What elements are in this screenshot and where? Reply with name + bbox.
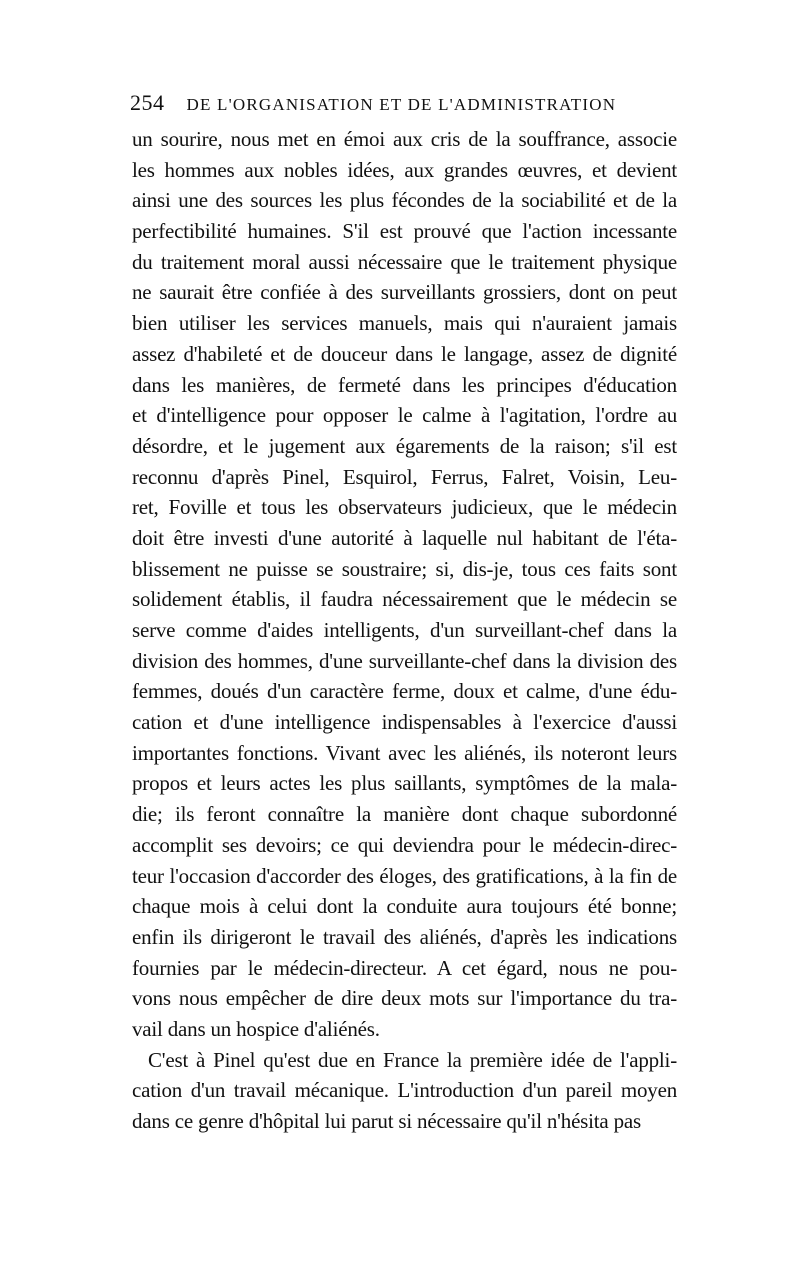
text-line: reconnu d'après Pinel, Esquirol, Ferrus, Falret, Voisin, Leu- [132, 464, 677, 489]
text-line: assez d'habileté et de douceur dans le langage, assez de dignité [132, 341, 677, 366]
text-line: division des hommes, d'une surveillante-chef dans la division des [132, 648, 677, 673]
text-line: cation d'un travail mécanique. L'introduction d'un pareil moyen [132, 1078, 677, 1103]
paragraph [132, 124, 677, 1045]
text-line: vail dans un hospice d'aliénés. [132, 1016, 380, 1041]
text-line: et d'intelligence pour opposer le calme à l'agitation, l'ordre au [132, 403, 677, 428]
text-line: blissement ne puisse se soustraire; si, dis-je, tous ces faits sont [132, 556, 677, 581]
text-line: chaque mois à celui dont la conduite aura toujours été bonne; [132, 894, 677, 919]
text-line: ainsi une des sources les plus fécondes de la sociabilité et de la [132, 188, 677, 213]
text-line: du traitement moral aussi nécessaire que le traitement physique [132, 249, 677, 274]
text-line: doit être investi d'une autorité à laquelle nul habitant de l'éta- [132, 525, 677, 550]
text-line: teur l'occasion d'accorder des éloges, des gratifications, à la fin de [132, 863, 677, 888]
running-head [130, 90, 675, 120]
running-title: DE L'ORGANISATION ET DE L'ADMINISTRATION [186, 95, 617, 114]
text-line: les hommes aux nobles idées, aux grandes œuvres, et devient [132, 157, 677, 182]
text-line: désordre, et le jugement aux égarements de la raison; s'il est [132, 433, 677, 458]
text-line: enfin ils dirigeront le travail des aliénés, d'après les indications [132, 924, 677, 949]
text-line: accomplit ses devoirs; ce qui deviendra pour le médecin-direc- [132, 832, 677, 857]
text-line: solidement établis, il faudra nécessairement que le médecin se [132, 587, 677, 612]
text-line: cation et d'une intelligence indispensables à l'exercice d'aussi [132, 710, 677, 735]
text-line: C'est à Pinel qu'est due en France la première idée de l'appli- [148, 1047, 677, 1072]
text-line: ret, Foville et tous les observateurs judicieux, que le médecin [132, 495, 677, 520]
text-line: die; ils feront connaître la manière dont chaque subordonné [132, 802, 677, 827]
page-number: 254 [130, 90, 165, 115]
paragraph-container [132, 124, 677, 1137]
text-line: importantes fonctions. Vivant avec les aliénés, ils noteront leurs [132, 740, 677, 765]
text-line: femmes, doués d'un caractère ferme, doux et calme, d'une édu- [132, 679, 677, 704]
text-line: propos et leurs actes les plus saillants, symptômes de la mala- [132, 771, 677, 796]
text-line: fournies par le médecin-directeur. A cet égard, nous ne pou- [132, 955, 677, 980]
text-line: un sourire, nous met en émoi aux cris de la souffrance, associe [132, 127, 677, 151]
text-line: vons nous empêcher de dire deux mots sur l'importance du tra- [132, 986, 677, 1011]
text-line: dans les manières, de fermeté dans les principes d'éducation [132, 372, 677, 397]
text-line: serve comme d'aides intelligents, d'un surveillant-chef dans la [132, 618, 677, 642]
paragraph [132, 1045, 677, 1137]
text-line: ne saurait être confiée à des surveillants grossiers, dont on peut [132, 280, 677, 305]
text-line: perfectibilité humaines. S'il est prouvé que l'action incessante [132, 219, 677, 244]
body-text [132, 124, 677, 1137]
text-line: dans ce genre d'hôpital lui parut si nécessaire qu'il n'hésita pas [132, 1109, 641, 1133]
text-line: bien utiliser les services manuels, mais qui n'auraient jamais [132, 311, 677, 336]
